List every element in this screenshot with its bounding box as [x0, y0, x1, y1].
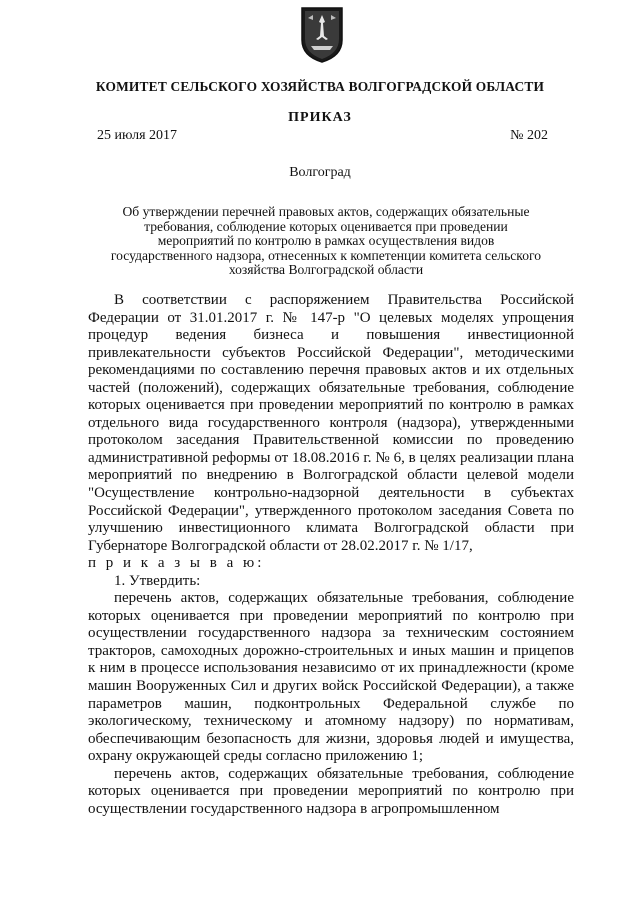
order-word: п р и к а з ы в а ю: [88, 555, 265, 572]
list-item-2: перечень актов, содержащих обязательные требования, соблюдение которых оценивается при проведении мероприятий по контролю при осуществлении государственного надзора в агропромышленном [88, 765, 574, 817]
document-date: 25 июля 2017 [97, 128, 178, 143]
preamble-paragraph: В соответствии с распоряжением Правительства Российской Федерации от 31.01.2017 г. № 147-р "О целевых моделях упрощения процедур ведения бизнеса и повышения инвестиционной привлекательности субъектов Российской Федерации", методическими рекомендациями по составлению перечня правовых актов и их отдельных частей (положений), содержащих обязательные требования, соблюдение которых оценивается при проведении мероприятий по контролю в рамках отдельного вида государственного контроля (надзора), утвержденными протоколом заседания Правительственной комиссии по проведению административной реформы от 18.08.2016 г. № 6, в целях реализации плана мероприятий по внедрению в Волгоградской области целевой модели "Осуществление контрольно-надзорной деятельности в субъектах Российской Федерации", утвержденного протоколом заседания Совета по улучшению инвестиционного климата Волгоградской области при Губернаторе Волгоградской области от 28.02.2017 г. № 1/17, [88, 292, 574, 554]
document-city: Волгоград [289, 165, 351, 180]
document-type: ПРИКАЗ [288, 110, 352, 125]
document-body [88, 292, 574, 818]
organization-name: КОМИТЕТ СЕЛЬСКОГО ХОЗЯЙСТВА ВОЛГОГРАДСКОЙ ОБЛАСТИ [95, 79, 545, 94]
item-1-heading: 1. Утвердить: [114, 572, 201, 589]
list-item-1: перечень актов, содержащих обязательные требования, соблюдение которых оценивается при проведении мероприятий по контролю при осуществлении государственного надзора за техническим состоянием тракторов, самоходных дорожно-строительных и иных машин и прицепов к ним в процессе использования независимо от их принадлежности (кроме машин Вооруженных Сил и других войск Российской Федерации), а также параметров машин, подконтрольных Федеральной службе по экологическому, техническому и атомному надзору) по нормативам, обеспечивающим безопасность для жизни, здоровья людей и имущества, охрану окружающей среды согласно приложению 1; [88, 590, 574, 765]
coat-of-arms-icon [300, 6, 344, 64]
document-subject: Об утверждении перечней правовых актов, содержащих обязательные требования, соблюдение которых оценивается при проведении мероприятий по контролю в рамках осуществления видов государственного надзора, отнесенных к компетенции комитета сельского хозяйства Волгоградской области [110, 204, 542, 277]
document-number: № 202 [510, 128, 548, 143]
